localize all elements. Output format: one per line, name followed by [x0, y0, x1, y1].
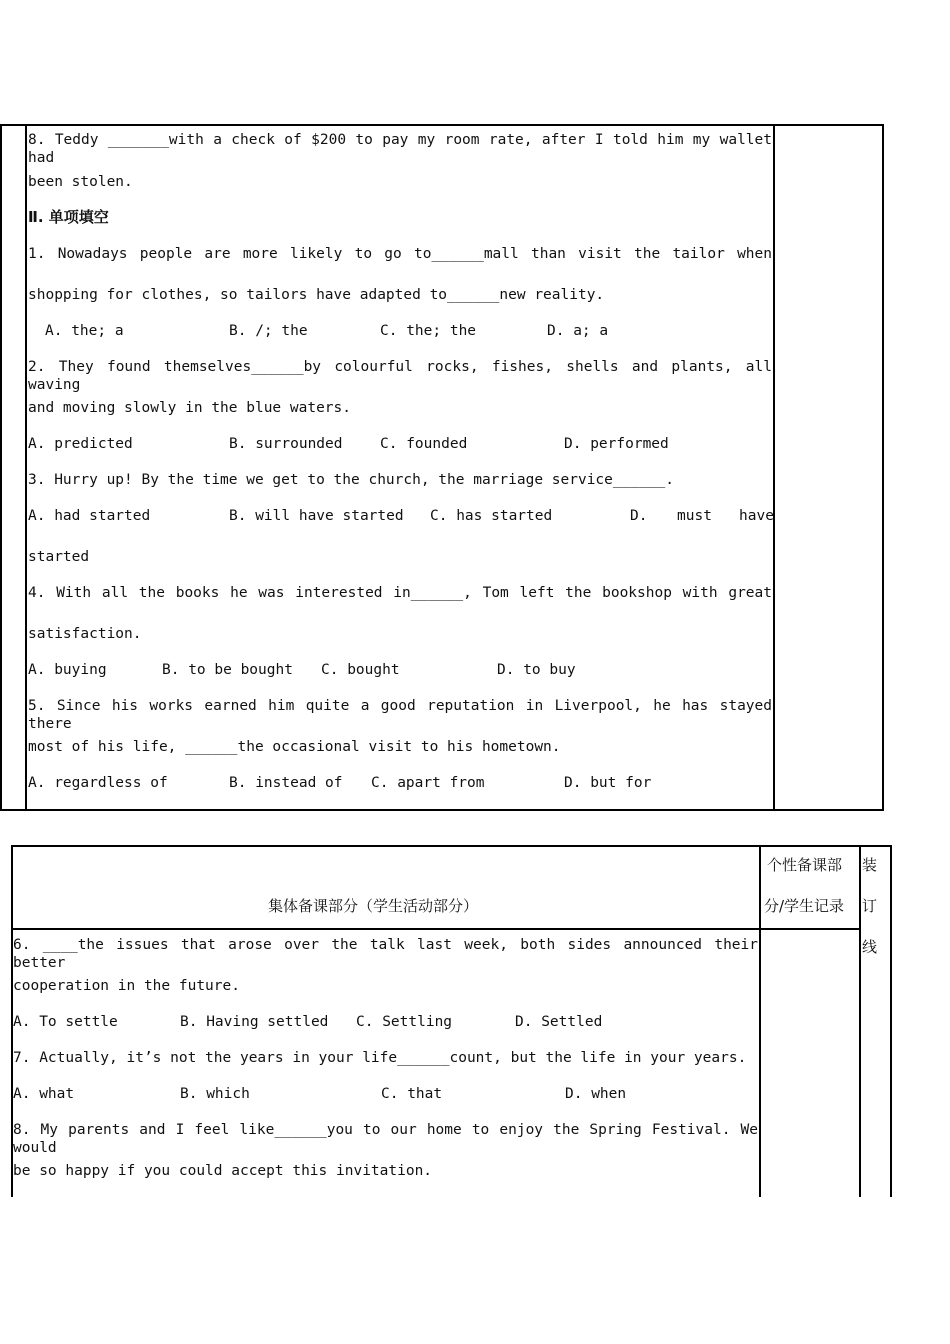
q3-option-d-label: D.	[630, 508, 648, 524]
q7-option-d: D. when	[565, 1086, 627, 1102]
q7-option-a: A. what	[13, 1086, 75, 1102]
q4-option-a: A. buying	[28, 662, 107, 678]
q5-option-d: D. but for	[564, 775, 652, 791]
q1-option-d: D. a; a	[547, 323, 609, 339]
q4-option-d: D. to buy	[497, 662, 576, 678]
personal-prep-header-line2: 分/学生记录	[764, 897, 845, 915]
question-6-line2: cooperation in the future.	[13, 978, 240, 994]
q6-option-a: A. To settle	[13, 1014, 118, 1030]
binding-char-3: 线	[862, 938, 878, 956]
binding-char-1: 装	[862, 856, 878, 874]
question-5-line1: 5. Since his works earned him quite a good reputation in Liverpool, he has stayed there	[28, 698, 772, 732]
q2-option-a: A. predicted	[28, 436, 133, 452]
question-3-line1: 3. Hurry up! By the time we get to the church, the marriage service______.	[28, 472, 675, 488]
q7-option-b: B. which	[180, 1086, 250, 1102]
q3-option-c: C. has started	[430, 508, 553, 524]
q5-option-b: B. instead of	[229, 775, 343, 791]
q7-option-c: C. that	[381, 1086, 443, 1102]
question-2-line1: 2. They found themselves______by colourful rocks, fishes, shells and plants, all waving	[28, 359, 772, 393]
q2-option-d: D. performed	[564, 436, 669, 452]
question-7-line1: 7. Actually, it’s not the years in your life______count, but the life in your years.	[13, 1050, 747, 1066]
q3-option-b: B. will have started	[229, 508, 404, 524]
question-6-line1: 6. ____the issues that arose over the talk last week, both sides announced their better	[13, 937, 758, 971]
question-2-line2: and moving slowly in the blue waters.	[28, 400, 352, 416]
q3-option-d-word2: have	[739, 508, 774, 524]
personal-prep-header-line1: 个性备课部	[767, 856, 843, 874]
question-8b-line2: be so happy if you could accept this invitation.	[13, 1163, 433, 1179]
q2-option-c: C. founded	[380, 436, 468, 452]
page2-header-divider	[11, 928, 860, 930]
question-3-line3: started	[28, 549, 90, 565]
section-title: Ⅱ. 单项填空	[28, 208, 109, 226]
q1-option-c: C. the; the	[380, 323, 477, 339]
question-8b-line1: 8. My parents and I feel like______you to our home to enjoy the Spring Festival. We would	[13, 1122, 758, 1156]
collective-prep-header: 集体备课部分（学生活动部分）	[268, 897, 479, 915]
question-4-line1: 4. With all the books he was interested in______, Tom left the bookshop with great	[28, 585, 772, 601]
q3-option-a: A. had started	[28, 508, 151, 524]
question-8-line1: 8. Teddy _______with a check of $200 to pay my room rate, after I told him my wallet had	[28, 132, 772, 166]
page2-right-border	[890, 845, 892, 1197]
q5-option-c: C. apart from	[371, 775, 485, 791]
q2-option-b: B. surrounded	[229, 436, 343, 452]
q4-option-c: C. bought	[321, 662, 400, 678]
q1-option-a: A. the; a	[45, 323, 124, 339]
q4-option-b: B. to be bought	[162, 662, 293, 678]
q6-option-d: D. Settled	[515, 1014, 603, 1030]
q1-option-b: B. /; the	[229, 323, 308, 339]
page2-side-divider	[859, 845, 861, 1197]
question-5-line2: most of his life, ______the occasional visit to his hometown.	[28, 739, 561, 755]
q6-option-b: B. Having settled	[180, 1014, 329, 1030]
q5-option-a: A. regardless of	[28, 775, 168, 791]
question-4-line2: satisfaction.	[28, 626, 142, 642]
question-8-line2: been stolen.	[28, 174, 133, 190]
q6-option-c: C. Settling	[356, 1014, 453, 1030]
question-1-line2: shopping for clothes, so tailors have adapted to______new reality.	[28, 287, 605, 303]
page1-right-divider	[773, 124, 775, 811]
page1-left-divider	[25, 124, 27, 811]
question-1-line1: 1. Nowadays people are more likely to go to______mall than visit the tailor when	[28, 246, 772, 262]
binding-char-2: 订	[862, 897, 878, 915]
q3-option-d-word1: must	[677, 508, 712, 524]
page2-main-divider	[759, 845, 761, 1197]
